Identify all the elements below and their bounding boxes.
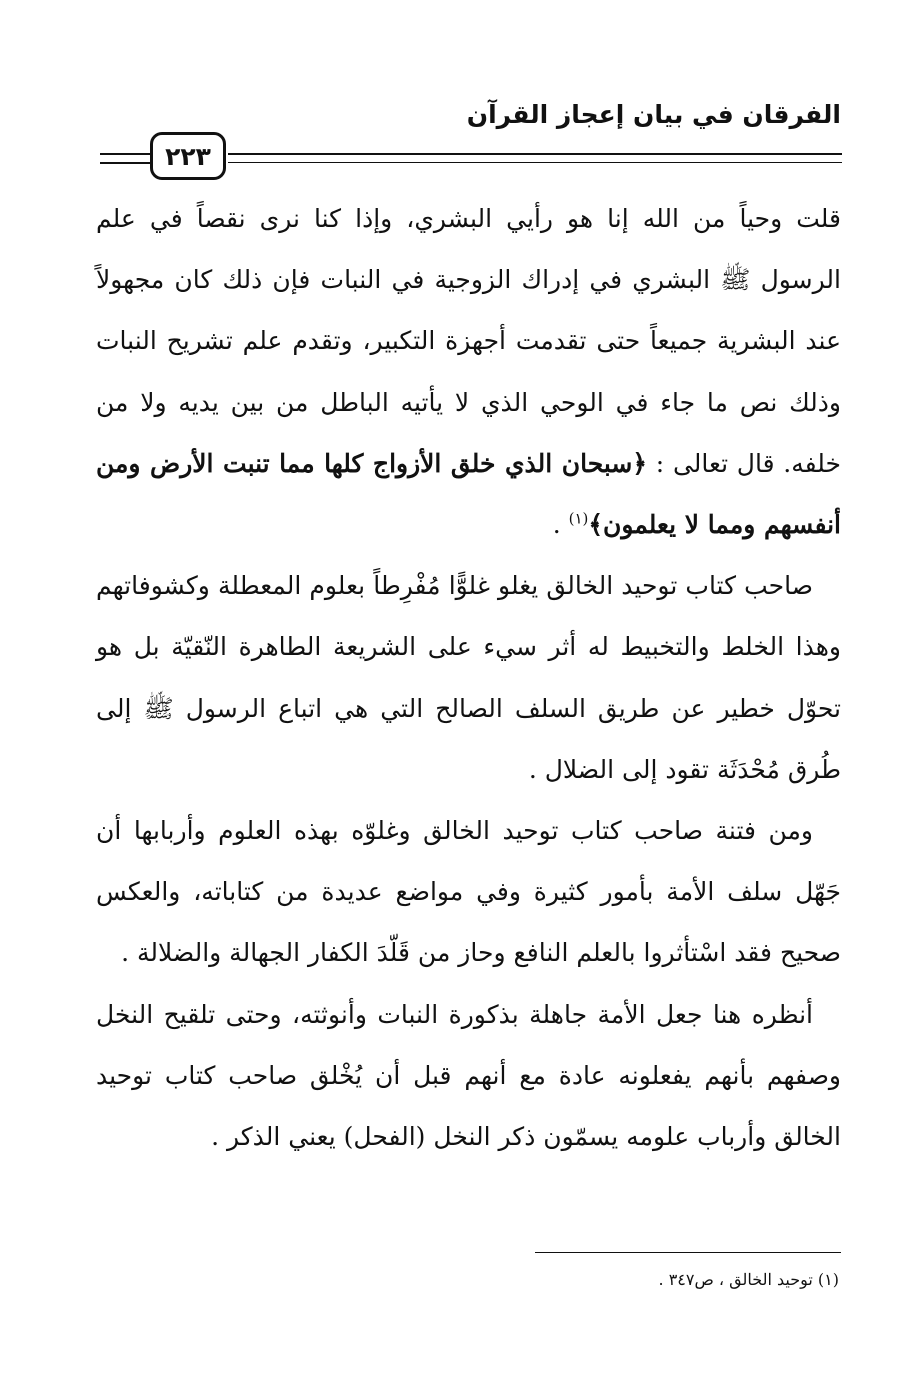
running-title: الفرقان في بيان إعجاز القرآن — [466, 100, 841, 129]
footnote-divider — [535, 1252, 841, 1253]
paragraph-4: أنظره هنا جعل الأمة جاهلة بذكورة النبات وأنوثته، وحتى تلقيح النخل وصفهم بأنهم يفعلونه عادة مع أنهم قبل أن يُخْلق صاحب كتاب توحيد الخالق وأرباب علومه يسمّون ذكر النخل (الفحل) يعني الذكر . — [96, 999, 841, 1152]
paragraph-1-end: . — [552, 510, 569, 540]
header-rule-right-top — [228, 153, 842, 155]
footnote-ref: (١) — [568, 509, 589, 528]
body-text — [96, 188, 841, 1167]
header-rule-left-bottom — [100, 162, 150, 164]
page-number-box — [150, 132, 226, 180]
header-rule-right-bottom — [228, 162, 842, 163]
header-rule-left-top — [100, 153, 150, 155]
quran-verse: ﴿سبحان الذي خلق الأزواج كلها مما تنبت الأرض ومن أنفسهم ومما لا يعلمون﴾ — [96, 448, 841, 540]
paragraph-3: ومن فتنة صاحب كتاب توحيد الخالق وغلوّه بهذه العلوم وأربابها أن جَهّل سلف الأمة بأمور كثيرة وفي مواضع عديدة من كتاباته، والعكس صحيح فقد اسْتأثروا بالعلم النافع وحاز من قَلّدَ الكفار الجهالة والضلالة . — [96, 816, 841, 968]
paragraph-2: صاحب كتاب توحيد الخالق يغلو غلوًّا مُفْرِطاً بعلوم المعطلة وكشوفاتهم وهذا الخلط والتخبيط له أثر سيء على الشريعة الطاهرة النّقيّة بل هو تحوّل خطير عن طريق السلف الصالح التي هي اتباع الرسول ﷺ إلى طُرق مُحْدَثَة تقود إلى الضلال . — [96, 571, 841, 784]
paragraph-1 — [96, 188, 841, 555]
footnote: (١) توحيد الخالق ، ص٣٤٧ . — [658, 1270, 839, 1289]
page-number: ٢٢٣ — [165, 141, 211, 171]
paragraph-1-text: قلت وحياً من الله إنا هو رأيي البشري، وإذا كنا نرى نقصاً في علم الرسول ﷺ البشري في إدراك الزوجية في النبات فإن ذلك كان مجهولاً عند البشرية جميعاً حتى تقدمت أجهزة التكبير، وتقدم علم تشريح النبات وذلك نص ما جاء في الوحي الذي لا يأتيه الباطل من بين يديه ولا من خلفه. قال تعالى : — [96, 204, 842, 478]
